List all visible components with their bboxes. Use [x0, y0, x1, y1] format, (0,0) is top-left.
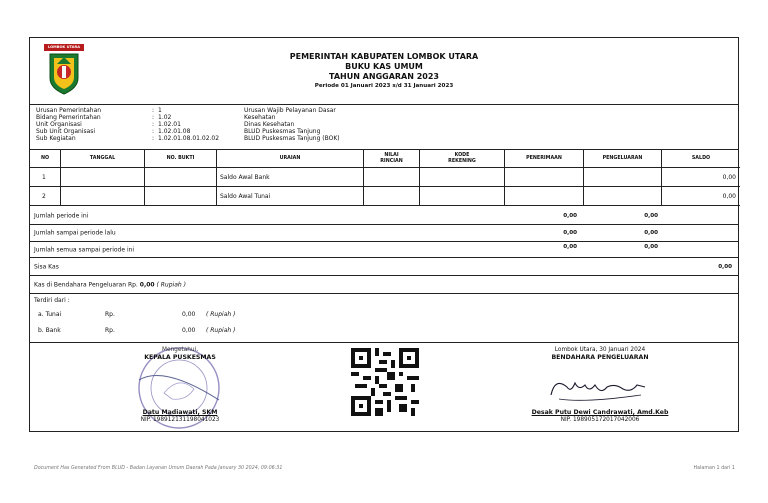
sig-left-note: Mengetahui, — [161, 347, 199, 353]
cell-tanggal — [61, 187, 145, 206]
footer-generated-note: Document Has Generated From BLUD - Badan Layanan Umum Daerah Pada January 30 2024, 09:06:31 — [34, 466, 283, 471]
cell-uraian: Saldo Awal Tunai — [217, 187, 364, 206]
summary-bendahara: Kas di Bendahara Pengeluaran Rp. 0,00 ( Rupiah ) — [30, 276, 738, 294]
col-header-bukti: NO. BUKTI — [145, 150, 217, 168]
cell-nilai — [364, 168, 420, 187]
col-header-kode: KODE REKENING — [420, 150, 505, 168]
sig-right-date: Lombok Utara, 30 Januari 2024 — [554, 347, 646, 353]
cash-book-table — [30, 150, 738, 207]
organization-info: Urusan Pemerintahan : 1 Urusan Wajib Pelayanan Dasar Bidang Pemerintahan : 1.02 Kesehatan Unit Organisasi : 1.02.01 Dinas Kesehatan Sub Unit Organisasi : 1.02.01.08 BLUD Puskesmas Tanjung Sub Kegiatan : 1.02.01.08.01.02.02 BLUD Puskesmas Tanjung (BOK) — [30, 105, 738, 150]
cell-kode — [420, 168, 505, 187]
cell-bukti — [145, 187, 217, 206]
cell-penerimaan — [505, 187, 584, 206]
summary-periode-lalu: Jumlah sampai periode lalu 0,00 0,00 — [30, 225, 738, 242]
sig-left-name: Datu Madiawati, SKM — [142, 409, 218, 416]
col-header-penerimaan: PENERIMAAN — [505, 150, 584, 168]
col-header-saldo: SALDO — [662, 150, 740, 168]
summary-semua: Jumlah semua sampai periode ini 0,00 0,00 — [30, 242, 738, 258]
cell-pengeluaran — [584, 168, 662, 187]
cell-nilai — [364, 187, 420, 206]
sig-left-nip: NIP. 198912131198041023 — [140, 417, 220, 423]
sig-right-name: Desak Putu Dewi Candrawati, Amd.Keb — [531, 409, 669, 416]
signature-section — [30, 343, 738, 432]
signature-right — [500, 343, 700, 431]
year-title: TAHUN ANGGARAN 2023 — [328, 72, 439, 81]
cell-bukti — [145, 168, 217, 187]
report-sheet — [29, 37, 739, 432]
sig-left-title: KEPALA PUSKESMAS — [144, 354, 216, 361]
col-header-nilai: NILAI RINCIAN — [364, 150, 420, 168]
report-titles — [30, 52, 738, 90]
book-title: BUKU KAS UMUM — [345, 62, 423, 71]
cell-saldo: 0,00 — [662, 187, 740, 206]
col-header-no: NO — [30, 150, 61, 168]
gov-title: PEMERINTAH KABUPATEN LOMBOK UTARA — [289, 52, 479, 61]
cell-no: 2 — [30, 187, 61, 206]
col-header-tanggal: TANGGAL — [61, 150, 145, 168]
period-text: Periode 01 Januari 2023 s/d 31 Januari 2023 — [314, 83, 454, 89]
logo-label: LOMBOK UTARA — [44, 44, 84, 51]
summary-terdiri: Terdiri dari : a. Tunai Rp. 0,00 ( Rupiah ) b. Bank Rp. 0,00 ( Rupiah ) — [30, 294, 738, 343]
summary-periode-ini: Jumlah periode ini 0,00 0,00 — [30, 207, 738, 225]
summary-sisa-kas: Sisa Kas 0,00 — [30, 258, 738, 276]
col-header-uraian: URAIAN — [217, 150, 364, 168]
report-header — [30, 38, 738, 105]
cell-pengeluaran — [584, 187, 662, 206]
cell-uraian: Saldo Awal Bank — [217, 168, 364, 187]
cell-no: 1 — [30, 168, 61, 187]
footer-page-number: Halaman 1 dari 1 — [693, 466, 735, 471]
cell-penerimaan — [505, 168, 584, 187]
sig-right-nip: NIP. 198905172017042006 — [560, 417, 640, 423]
cell-tanggal — [61, 168, 145, 187]
signature-left — [90, 343, 270, 431]
cell-kode — [420, 187, 505, 206]
cell-saldo: 0,00 — [662, 168, 740, 187]
handwritten-signature — [545, 373, 655, 407]
col-header-pengeluaran: PENGELUARAN — [584, 150, 662, 168]
qr-code — [351, 348, 419, 416]
sig-right-title: BENDAHARA PENGELUARAN — [551, 354, 649, 361]
